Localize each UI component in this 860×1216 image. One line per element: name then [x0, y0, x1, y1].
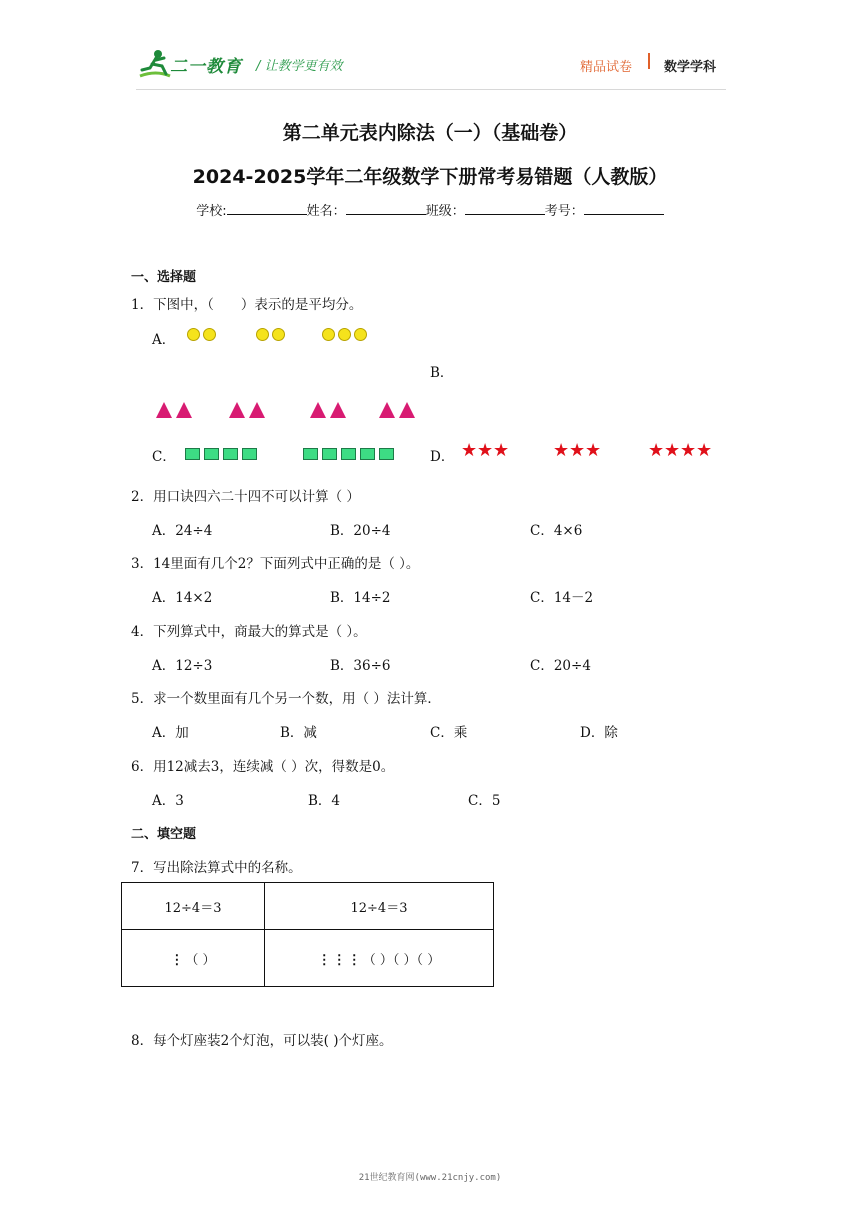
name-blank[interactable] — [346, 202, 426, 215]
page-footer: 21世纪教育网(www.21cnjy.com) — [358, 1173, 502, 1183]
question-8: 8．每个灯座装2个灯泡，可以装( )个灯座。 — [131, 1033, 393, 1049]
header-tag-premium: 精品试卷 — [580, 60, 633, 75]
student-info-line — [0, 200, 860, 219]
square-icon — [303, 448, 318, 460]
question-2: 2．用口诀四六二十四不可以计算（ ） — [131, 489, 360, 505]
q7-right-blanks[interactable]: （ ）（ ）（ ） — [362, 952, 441, 968]
question-3: 3．14里面有几个2？下面列式中正确的是（ ）。 — [131, 556, 420, 572]
q3-option-c[interactable]: C．14－2 — [530, 590, 594, 606]
header-tag-subject: 数学学科 — [664, 60, 717, 75]
square-icon — [322, 448, 337, 460]
triangle-icon — [229, 402, 245, 418]
triangle-icon — [310, 402, 326, 418]
q1-option-b-label: B． — [430, 365, 454, 381]
logo-text: 二一教育 — [170, 57, 242, 77]
name-label: 姓名： — [306, 204, 346, 219]
triangle-icon — [176, 402, 192, 418]
q2-option-a[interactable]: A．24÷4 — [152, 523, 213, 539]
question-6: 6．用12减去3，连续减（ ）次，得数是0。 — [131, 759, 395, 775]
star-icon: ★ — [585, 440, 602, 461]
q7-table — [121, 882, 494, 987]
class-blank[interactable] — [465, 202, 545, 215]
q1-option-c-label: C． — [152, 449, 176, 465]
q3-option-a[interactable]: A．14×2 — [152, 590, 213, 606]
star-icon: ★ — [553, 440, 570, 461]
circle-icon — [272, 328, 285, 341]
header-separator — [648, 53, 650, 69]
question-4: 4．下列算式中，商最大的算式是（ ）。 — [131, 624, 367, 640]
page-title: 第二单元表内除法（一）（基础卷） — [282, 122, 578, 144]
circle-icon — [322, 328, 335, 341]
q7-left-blank[interactable]: （ ） — [185, 952, 216, 968]
q4-option-c[interactable]: C．20÷4 — [530, 658, 591, 674]
q4-option-b[interactable]: B．36÷6 — [330, 658, 391, 674]
q6-option-c[interactable]: C．5 — [468, 793, 501, 809]
number-label: 考号： — [544, 204, 584, 219]
question-7: 7．写出除法算式中的名称。 — [131, 860, 302, 876]
section-heading-choice: 一、选择题 — [131, 270, 197, 285]
star-icon: ★ — [461, 440, 478, 461]
triangle-icon — [330, 402, 346, 418]
section-heading-fill: 二、填空题 — [131, 827, 197, 842]
q2-option-c[interactable]: C．4×6 — [530, 523, 583, 539]
square-icon — [185, 448, 200, 460]
q6-option-a[interactable]: A．3 — [152, 793, 184, 809]
q3-option-b[interactable]: B．14÷2 — [330, 590, 391, 606]
square-icon — [341, 448, 356, 460]
q5-option-b[interactable]: B．减 — [280, 725, 317, 741]
circle-icon — [203, 328, 216, 341]
star-icon: ★ — [493, 440, 510, 461]
square-icon — [223, 448, 238, 460]
q1-option-d-label: D． — [430, 449, 455, 465]
star-icon: ★ — [477, 440, 494, 461]
circle-icon — [338, 328, 351, 341]
number-blank[interactable] — [584, 202, 664, 215]
circle-icon — [354, 328, 367, 341]
q7-right-header: 12÷4＝3 — [265, 883, 494, 930]
triangle-icon — [379, 402, 395, 418]
square-icon — [360, 448, 375, 460]
school-blank[interactable] — [227, 202, 307, 215]
square-icon — [379, 448, 394, 460]
triangle-icon — [399, 402, 415, 418]
q4-option-a[interactable]: A．12÷3 — [152, 658, 213, 674]
school-label: 学校: — [196, 204, 227, 219]
header-rule — [136, 89, 726, 90]
q2-option-b[interactable]: B．20÷4 — [330, 523, 391, 539]
q5-option-a[interactable]: A．加 — [152, 725, 189, 741]
question-1: 1．下图中，（ ）表示的是平均分。 — [131, 297, 363, 313]
q6-option-b[interactable]: B．4 — [308, 793, 341, 809]
q1-option-a-label: A． — [152, 332, 176, 348]
dots-icon: ⋮⋮⋮ — [317, 952, 363, 968]
star-icon: ★ — [680, 440, 697, 461]
square-icon — [242, 448, 257, 460]
dots-icon: ⋮ — [170, 952, 186, 968]
triangle-icon — [249, 402, 265, 418]
triangle-icon — [156, 402, 172, 418]
q7-right-answer-cell[interactable] — [265, 930, 494, 987]
star-icon: ★ — [648, 440, 665, 461]
star-icon: ★ — [569, 440, 586, 461]
class-label: 班级： — [425, 204, 465, 219]
q5-option-c[interactable]: C．乘 — [430, 725, 468, 741]
q7-left-answer-cell[interactable] — [122, 930, 265, 987]
question-5: 5．求一个数里面有几个另一个数，用（ ）法计算． — [131, 691, 441, 707]
star-icon: ★ — [664, 440, 681, 461]
page-subtitle: 2024-2025学年二年级数学下册常考易错题（人教版） — [192, 166, 668, 188]
q7-left-header: 12÷4＝3 — [122, 883, 265, 930]
star-icon: ★ — [696, 440, 713, 461]
circle-icon — [256, 328, 269, 341]
q5-option-d[interactable]: D．除 — [580, 725, 618, 741]
circle-icon — [187, 328, 200, 341]
square-icon — [204, 448, 219, 460]
header-slogan: / 让教学更有效 — [256, 59, 343, 74]
